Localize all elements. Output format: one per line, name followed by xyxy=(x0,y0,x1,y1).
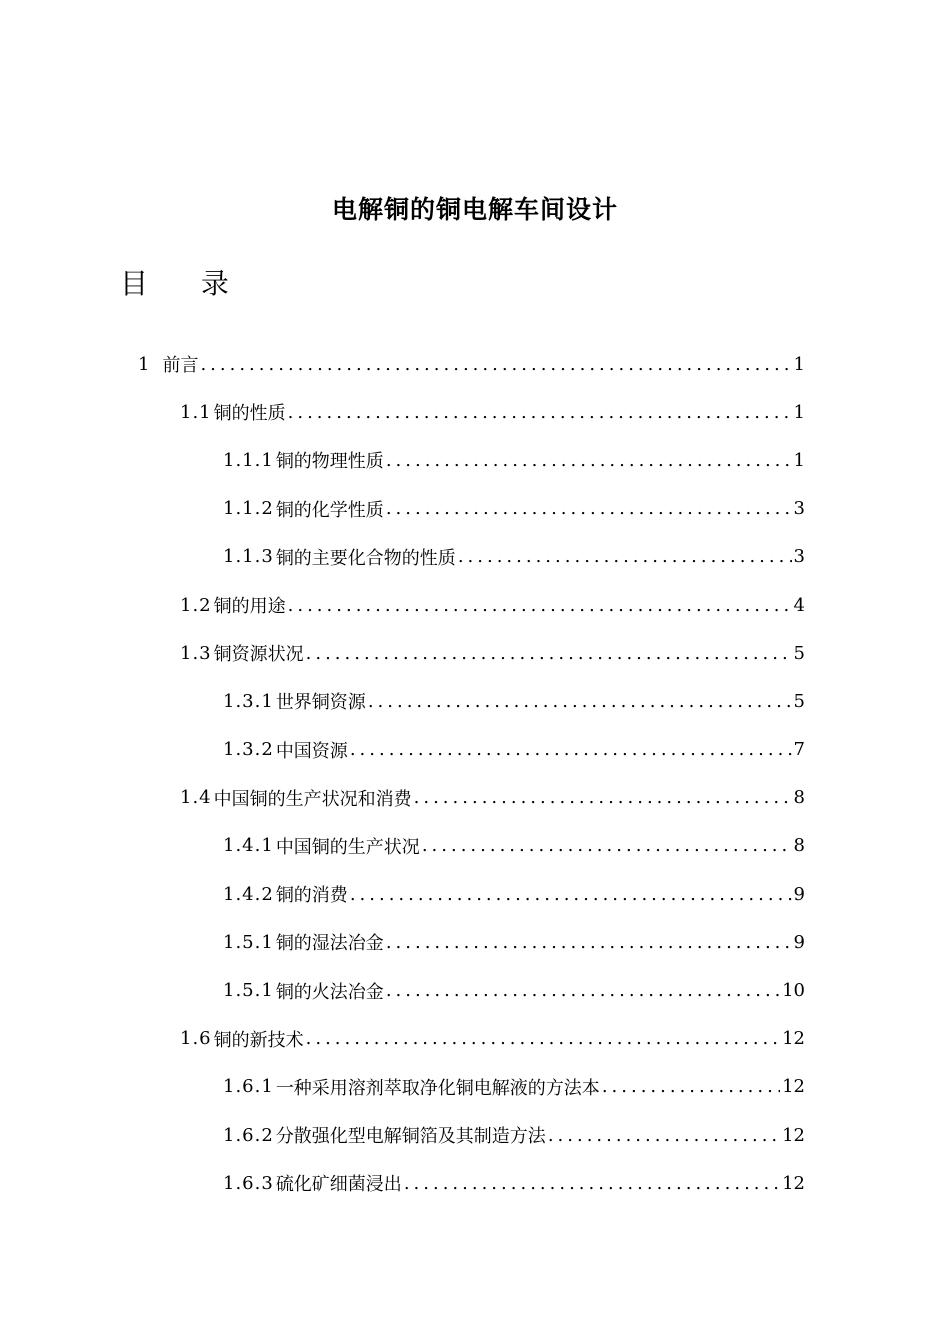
toc-dot-leader xyxy=(306,1028,780,1049)
toc-dot-leader xyxy=(386,932,792,953)
toc-entry-text: 前言 xyxy=(162,355,199,377)
toc-entry-number: 1.1.1 xyxy=(223,449,274,471)
toc-entry-number: 1.5.1 xyxy=(223,931,274,953)
toc-entry-number: 1 xyxy=(138,353,151,375)
toc-entry[interactable] xyxy=(0,1063,950,1111)
toc-dot-leader xyxy=(602,1076,780,1097)
toc-dot-leader xyxy=(350,739,792,760)
toc-entry-text: 铜的火法冶金 xyxy=(275,981,384,1003)
toc-entry[interactable] xyxy=(0,1015,950,1063)
toc-entry-page: 12 xyxy=(782,1028,805,1050)
toc-entry-page: 5 xyxy=(793,642,805,664)
table-of-contents xyxy=(0,340,950,1207)
toc-entry-text: 硫化矿细菌浸出 xyxy=(275,1174,402,1196)
toc-entry-text: 世界铜资源 xyxy=(275,692,366,714)
toc-entry-text: 铜的化学性质 xyxy=(275,499,384,521)
toc-entry-page: 9 xyxy=(793,883,805,905)
toc-entry[interactable] xyxy=(0,677,950,725)
toc-entry-number: 1.3 xyxy=(180,642,212,664)
toc-entry-text: 中国铜的生产状况和消费 xyxy=(213,788,412,810)
toc-entry-number: 1.2 xyxy=(180,594,212,616)
toc-entry-page: 5 xyxy=(793,690,805,712)
toc-entry-page: 12 xyxy=(782,1172,805,1194)
toc-entry-text: 中国铜的生产状况 xyxy=(275,836,420,858)
toc-dot-leader xyxy=(288,402,792,423)
toc-entry-page: 1 xyxy=(793,401,805,423)
toc-entry-text: 铜的物理性质 xyxy=(275,451,384,473)
toc-entry[interactable] xyxy=(0,774,950,822)
toc-entry-text: 铜的性质 xyxy=(213,403,286,425)
toc-entry-page: 12 xyxy=(782,1124,805,1146)
toc-dot-leader xyxy=(368,691,792,712)
toc-dot-leader xyxy=(458,546,792,567)
toc-entry-page: 10 xyxy=(782,980,805,1002)
toc-entry[interactable] xyxy=(0,629,950,677)
toc-heading: 目 录 xyxy=(120,267,251,300)
toc-entry-text: 铜的湿法冶金 xyxy=(275,933,384,955)
toc-entry[interactable] xyxy=(0,388,950,436)
toc-entry-page: 12 xyxy=(782,1076,805,1098)
toc-entry[interactable] xyxy=(0,870,950,918)
toc-entry-page: 9 xyxy=(793,931,805,953)
toc-entry-number: 1.6 xyxy=(180,1028,212,1050)
toc-entry-number: 1.4.1 xyxy=(223,835,274,857)
toc-entry-text: 铜的主要化合物的性质 xyxy=(275,547,456,569)
toc-dot-leader xyxy=(386,450,792,471)
document-title: 电解铜的铜电解车间设计 xyxy=(331,195,618,224)
toc-dot-leader xyxy=(548,1125,780,1146)
toc-entry-number: 1.1 xyxy=(180,401,212,423)
toc-dot-leader xyxy=(422,835,792,856)
toc-dot-leader xyxy=(386,980,780,1001)
toc-entry-text: 铜的新技术 xyxy=(213,1029,304,1051)
toc-entry-text: 一种采用溶剂萃取净化铜电解液的方法本 xyxy=(275,1077,600,1099)
toc-dot-leader xyxy=(386,498,792,519)
toc-entry-page: 8 xyxy=(793,835,805,857)
toc-entry-page: 7 xyxy=(793,739,805,761)
toc-entry[interactable] xyxy=(0,340,950,388)
toc-dot-leader xyxy=(288,595,792,616)
toc-entry-number: 1.3.1 xyxy=(223,690,274,712)
toc-entry-number: 1.6.2 xyxy=(223,1124,274,1146)
toc-entry-page: 3 xyxy=(793,546,805,568)
toc-entry-page: 1 xyxy=(793,353,805,375)
toc-entry[interactable] xyxy=(0,918,950,966)
toc-entry[interactable] xyxy=(0,485,950,533)
toc-entry[interactable] xyxy=(0,1111,950,1159)
toc-entry-number: 1.5.1 xyxy=(223,980,274,1002)
toc-entry[interactable] xyxy=(0,726,950,774)
toc-dot-leader xyxy=(404,1173,780,1194)
toc-entry[interactable] xyxy=(0,966,950,1014)
toc-entry[interactable] xyxy=(0,581,950,629)
toc-entry-number: 1.1.2 xyxy=(223,498,274,520)
toc-entry-number: 1.6.3 xyxy=(223,1172,274,1194)
toc-entry-text: 铜的消费 xyxy=(275,885,348,907)
toc-entry-text: 中国资源 xyxy=(275,740,348,762)
toc-dot-leader xyxy=(350,884,792,905)
toc-entry-text: 铜的用途 xyxy=(213,596,286,618)
toc-entry-page: 8 xyxy=(793,787,805,809)
toc-entry-number: 1.3.2 xyxy=(223,739,274,761)
toc-entry[interactable] xyxy=(0,436,950,484)
toc-entry-text: 铜资源状况 xyxy=(213,644,304,666)
toc-entry[interactable] xyxy=(0,822,950,870)
toc-entry-page: 3 xyxy=(793,498,805,520)
toc-entry-number: 1.4 xyxy=(180,787,212,809)
toc-entry[interactable] xyxy=(0,1159,950,1207)
toc-dot-leader xyxy=(306,643,792,664)
toc-entry-page: 4 xyxy=(793,594,805,616)
toc-entry[interactable] xyxy=(0,533,950,581)
toc-dot-leader xyxy=(200,354,791,375)
toc-dot-leader xyxy=(414,787,792,808)
toc-entry-page: 1 xyxy=(793,449,805,471)
toc-entry-number: 1.4.2 xyxy=(223,883,274,905)
toc-entry-number: 1.1.3 xyxy=(223,546,274,568)
toc-entry-text: 分散强化型电解铜箔及其制造方法 xyxy=(275,1126,546,1148)
toc-entry-number: 1.6.1 xyxy=(223,1076,274,1098)
